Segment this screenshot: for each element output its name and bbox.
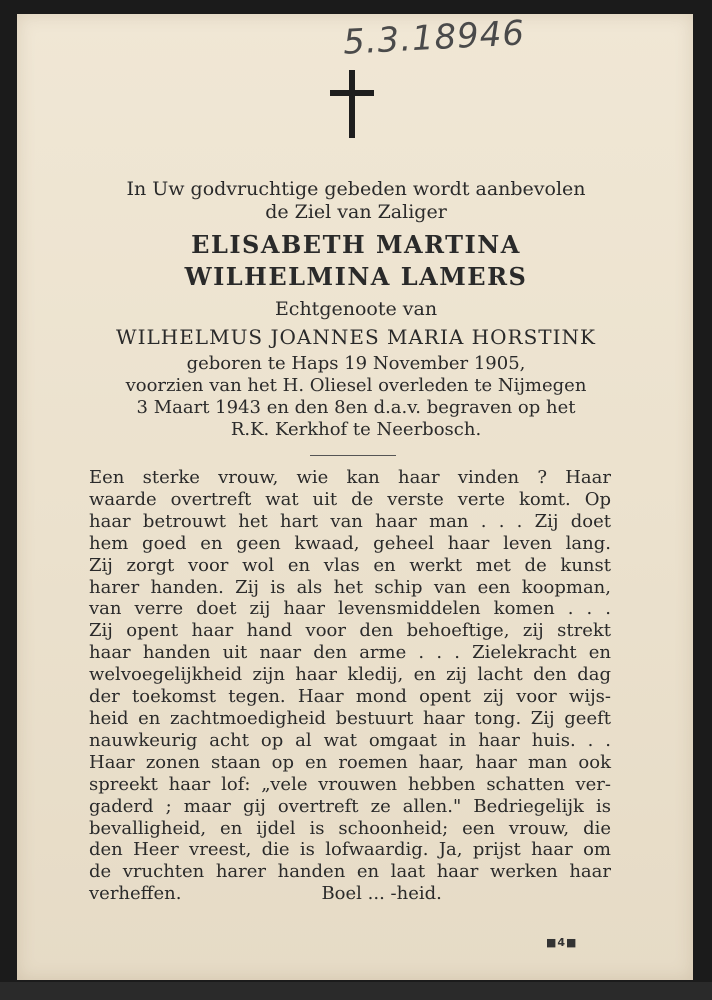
verse-line: gaderd ; maar gij overtreft ze allen." Bedriegelijk is xyxy=(89,795,611,817)
printer-code: ■4■ xyxy=(546,936,578,949)
deceased-name-line-2: WILHELMINA LAMERS xyxy=(184,262,528,291)
scripture-verse xyxy=(89,467,611,905)
scan-background-edge xyxy=(0,982,712,1000)
verse-line: den Heer vreest, die is lofwaardig. Ja, prijst haar om xyxy=(89,839,611,861)
verse-line: der toekomst tegen. Haar mond opent zij voor wijs- xyxy=(89,686,611,708)
verse-line: spreekt haar lof: „vele vrouwen hebben schatten ver- xyxy=(89,773,611,795)
verse-line: heid en zachtmoedigheid bestuurt haar tong. Zij geeft xyxy=(89,707,611,729)
verse-line: Zij zorgt voor wol en vlas en werkt met de kunst xyxy=(89,554,611,576)
deceased-name-line-1: ELISABETH MARTINA xyxy=(191,230,521,259)
verse-line: Zij opent haar hand voor den behoeftige, zij strekt xyxy=(89,620,611,642)
details-line-4: R.K. Kerkhof te Neerbosch. xyxy=(230,419,482,440)
intro-line-1: In Uw godvruchtige gebeden wordt aanbevolen xyxy=(126,178,586,200)
details-line-3: 3 Maart 1943 en den 8en d.a.v. begraven op het xyxy=(136,397,576,418)
verse-line: haar betrouwt het hart van haar man . . . Zij doet xyxy=(89,510,611,532)
verse-line: haar handen uit naar den arme . . . Zielekracht en xyxy=(89,642,611,664)
verse-line: hem goed en geen kwaad, geheel haar leven lang. xyxy=(89,532,611,554)
verse-line: welvoegelijkheid zijn haar kledij, en zij lacht den dag xyxy=(89,664,611,686)
spouse-name: WILHELMUS JOANNES MARIA HORSTINK xyxy=(116,325,596,349)
cross-icon xyxy=(330,70,374,138)
divider-rule xyxy=(310,455,396,456)
verse-line: Een sterke vrouw, wie kan haar vinden ? Haar xyxy=(89,467,611,488)
verse-last-start: verheffen. xyxy=(89,883,182,905)
verse-last-line xyxy=(89,883,611,905)
verse-line: de vruchten harer handen en laat haar werken haar xyxy=(89,861,611,883)
spouse-label: Echtgenoote van xyxy=(274,298,438,320)
details-line-1: geboren te Haps 19 November 1905, xyxy=(186,353,526,374)
verse-line: waarde overtreft wat uit de verste verte komt. Op xyxy=(89,488,611,510)
verse-last-end: Boel ... -heid. xyxy=(321,883,442,905)
deceased-name xyxy=(40,229,672,293)
verse-line: nauwkeurig acht op al wat omgaat in haar huis. . . xyxy=(89,729,611,751)
verse-line: van verre doet zij haar levensmiddelen komen . . . xyxy=(89,598,611,620)
verse-line: harer handen. Zij is als het schip van een koopman, xyxy=(89,576,611,598)
details-line-2: voorzien van het H. Oliesel overleden te Nijmegen xyxy=(125,375,587,396)
life-details xyxy=(40,353,672,441)
handwritten-reference-number: 5.3.18946 xyxy=(342,13,526,63)
intro-line-2: de Ziel van Zaliger xyxy=(265,201,447,223)
card-header xyxy=(40,178,672,441)
verse-line: Haar zonen staan op en roemen haar, haar man ook xyxy=(89,751,611,773)
verse-line: bevalligheid, en ijdel is schoonheid; een vrouw, die xyxy=(89,817,611,839)
